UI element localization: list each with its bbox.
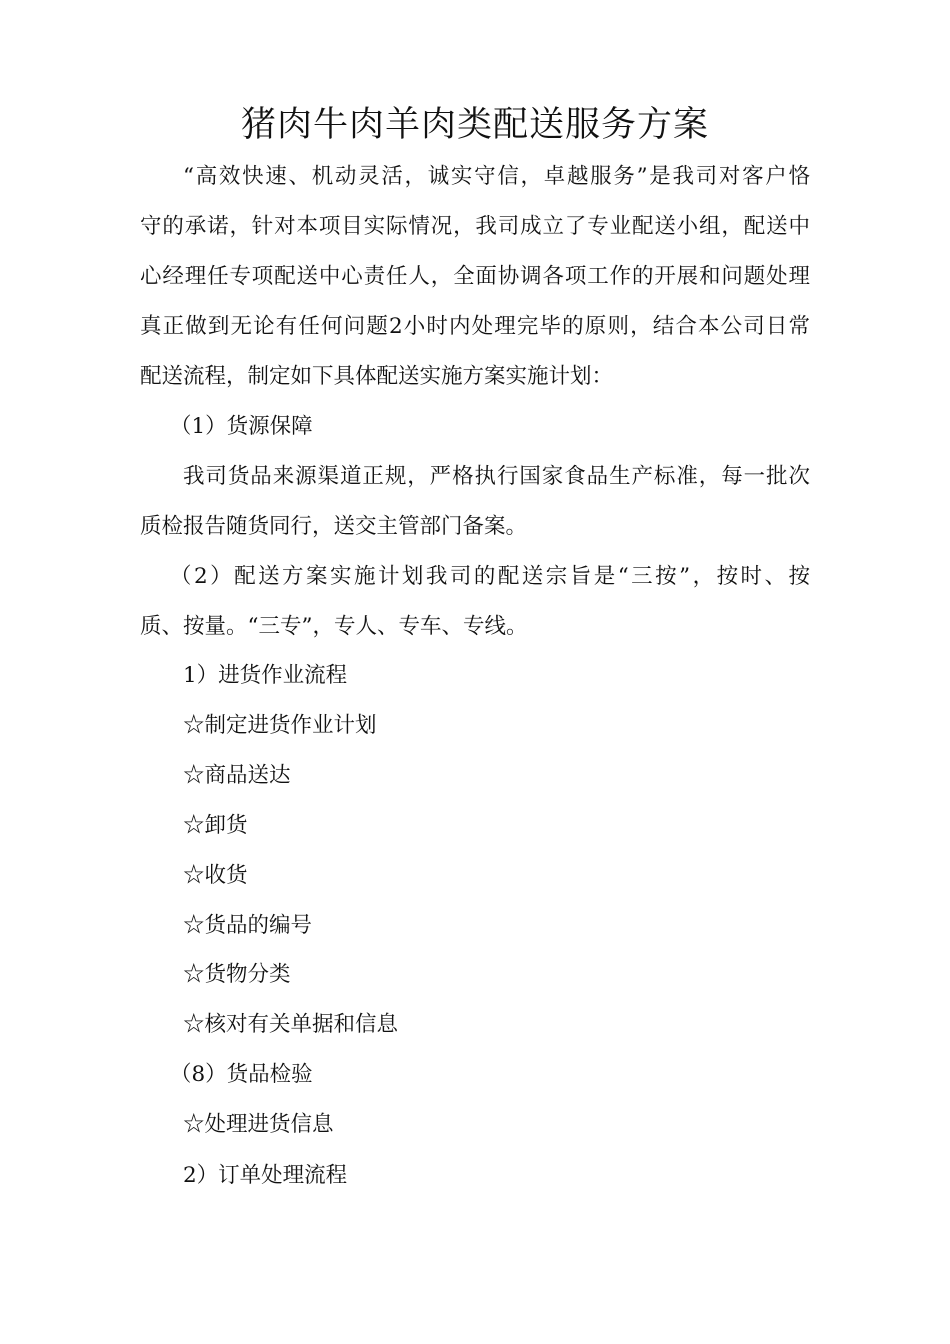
paragraph-line: （2）配送方案实施计划我司的配送宗旨是“三按”，按时、按: [170, 564, 810, 589]
list-item: ☆商品送达: [183, 763, 291, 788]
list-item: ☆货物分类: [183, 962, 291, 987]
paragraph-line: “高效快速、机动灵活，诚实守信，卓越服务”是我司对客户恪: [183, 164, 810, 189]
paragraph-line: 心经理任专项配送中心责任人，全面协调各项工作的开展和问题处理: [140, 264, 810, 289]
paragraph-line: 真正做到无论有任何问题2小时内处理完毕的原则，结合本公司日常: [140, 314, 810, 339]
paragraph-line: 质、按量。“三专”，专人、专车、专线。: [140, 614, 528, 639]
paragraph-line: 配送流程，制定如下具体配送实施方案实施计划：: [140, 364, 614, 389]
list-item: ☆制定进货作业计划: [183, 713, 377, 738]
subsection-heading: 2）订单处理流程: [183, 1163, 348, 1188]
paragraph-line: 质检报告随货同行，送交主管部门备案。: [140, 514, 528, 539]
paragraph-line: 守的承诺，针对本项目实际情况，我司成立了专业配送小组，配送中: [140, 214, 810, 239]
list-item: ☆卸货: [183, 813, 248, 838]
list-item: ☆货品的编号: [183, 913, 313, 938]
list-item: （8）货品检验: [170, 1062, 313, 1087]
section-heading: （1）货源保障: [170, 414, 313, 439]
list-item: ☆收货: [183, 863, 248, 888]
list-item: ☆处理进货信息: [183, 1112, 334, 1137]
list-item: ☆核对有关单据和信息: [183, 1012, 399, 1037]
subsection-heading: 1）进货作业流程: [183, 663, 348, 688]
paragraph-line: 我司货品来源渠道正规，严格执行国家食品生产标准，每一批次: [183, 464, 810, 489]
document-title: 猪肉牛肉羊肉类配送服务方案: [240, 105, 709, 145]
